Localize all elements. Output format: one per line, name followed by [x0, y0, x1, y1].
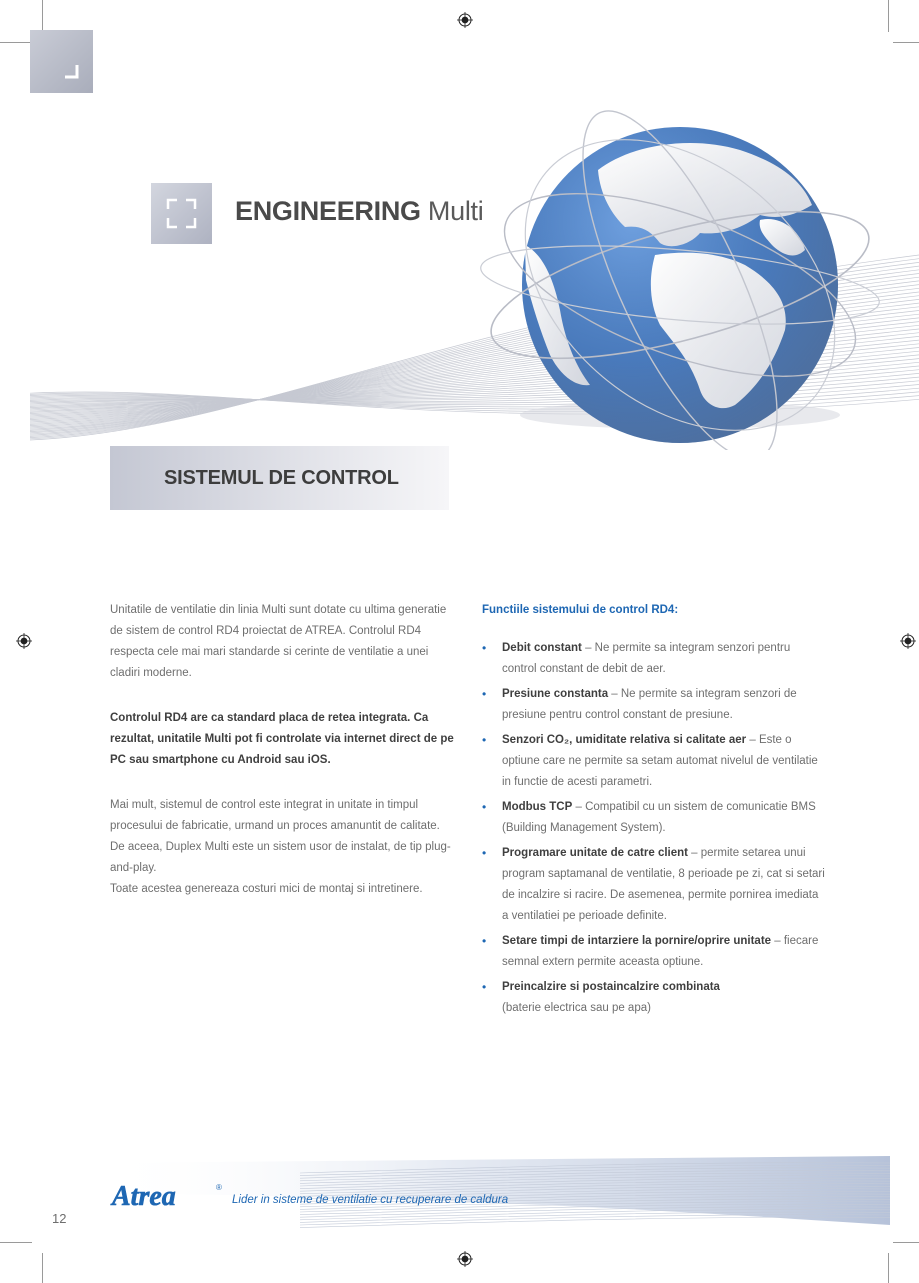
brand-title-light: Multi — [420, 196, 484, 226]
feature-title: Programare unitate de catre client — [502, 847, 688, 859]
registration-mark-icon — [16, 633, 32, 649]
feature-title: Modbus TCP — [502, 801, 573, 813]
feature-text: – Compatibil cu un sistem de comunicatie BMS (Building Management System). — [502, 801, 816, 834]
crop-mark — [0, 1242, 32, 1243]
logo-text: Atrea — [112, 1181, 176, 1212]
registration-mark-icon — [900, 633, 916, 649]
feature-title: Debit constant — [502, 642, 582, 654]
costs-paragraph: Toate acestea genereaza costuri mici de montaj si intretinere. — [110, 883, 423, 895]
bullet-icon: • — [482, 641, 487, 655]
list-item — [482, 797, 827, 839]
features-heading: Functiile sistemului de control RD4: — [482, 604, 679, 616]
left-column — [110, 600, 455, 924]
crop-mark — [0, 42, 32, 43]
feature-title: Preincalzire si postaincalzire combinata — [502, 981, 720, 993]
crop-mark — [42, 1253, 43, 1283]
list-item — [482, 977, 827, 1019]
tagline: Lider in sisteme de ventilatie cu recuperare de caldura — [232, 1194, 509, 1206]
crop-mark — [42, 0, 43, 32]
bullet-icon: • — [482, 980, 487, 994]
brand-title-bold: ENGINEERING — [235, 196, 421, 226]
feature-title: Senzori CO₂, umiditate relativa si calitate aer — [502, 734, 747, 746]
feature-text: – fiecare semnal extern permite aceasta optiune. — [502, 935, 819, 968]
list-item — [482, 638, 827, 680]
feature-text: – Ne permite sa integram senzori pentru control constant de debit de aer. — [502, 642, 791, 675]
features-list — [482, 638, 827, 1019]
list-item — [482, 843, 827, 927]
bullet-icon: • — [482, 733, 487, 747]
bullet-icon: • — [482, 687, 487, 701]
hero-graphic — [0, 55, 919, 450]
feature-text: – permite setarea unui program saptamanal de ventilatie, 8 perioade pe zi, cat si setari de incalzire si racire. De asemenea, permite pornirea imediata a ventilatiei pe perioade definite. — [502, 847, 825, 922]
intro-paragraph: Unitatile de ventilatie din linia Multi sunt dotate cu ultima generatie de sistem de control RD4 proiectat de ATREA. Controlul RD4 respecta cele mai mari standarde si cerinte de ventilatie a unei cladiri moderne. — [110, 604, 447, 679]
feature-text: (baterie electrica sau pe apa) — [502, 1002, 651, 1014]
factory-paragraph: Mai mult, sistemul de control este integrat in unitate in timpul procesului de fabricatie, urmand un proces amanuntit de calitate. De aceea, Duplex Multi este un sistem usor de instalat, de tip plug-and-play. — [110, 799, 451, 874]
bracket-frame-icon — [151, 183, 212, 244]
feature-text: – Ne permite sa integram senzori de presiune pentru control constant de presiune. — [502, 688, 797, 721]
bullet-icon: • — [482, 800, 487, 814]
registration-mark-icon — [457, 1251, 473, 1267]
right-column — [482, 600, 827, 1023]
list-item — [482, 730, 827, 793]
feature-title: Setare timpi de intarziere la pornire/oprire unitate — [502, 935, 772, 947]
product-line-title — [235, 196, 483, 227]
bullet-icon: • — [482, 934, 487, 948]
crop-mark — [888, 1253, 889, 1283]
crop-mark — [893, 42, 919, 43]
crop-mark — [888, 0, 889, 32]
bullet-icon: • — [482, 846, 487, 860]
globe-icon — [469, 81, 891, 450]
atrea-logo — [110, 1178, 228, 1212]
list-item — [482, 684, 827, 726]
list-item — [482, 931, 827, 973]
feature-title: Presiune constanta — [502, 688, 609, 700]
registration-mark-icon — [457, 12, 473, 28]
network-paragraph: Controlul RD4 are ca standard placa de retea integrata. Ca rezultat, unitatile Multi pot fi controlate via internet direct de pe PC sau smartphone cu Android sau iOS. — [110, 712, 454, 766]
page-number: 12 — [52, 1211, 67, 1226]
section-title: SISTEMUL DE CONTROL — [164, 467, 399, 489]
brand-logo-box — [151, 183, 212, 244]
registered-mark: ® — [216, 1183, 222, 1192]
feature-text: – Este o optiune care ne permite sa setam automat nivelul de ventilatie in functie de acesti parametri. — [502, 734, 818, 788]
crop-mark — [893, 1242, 919, 1243]
